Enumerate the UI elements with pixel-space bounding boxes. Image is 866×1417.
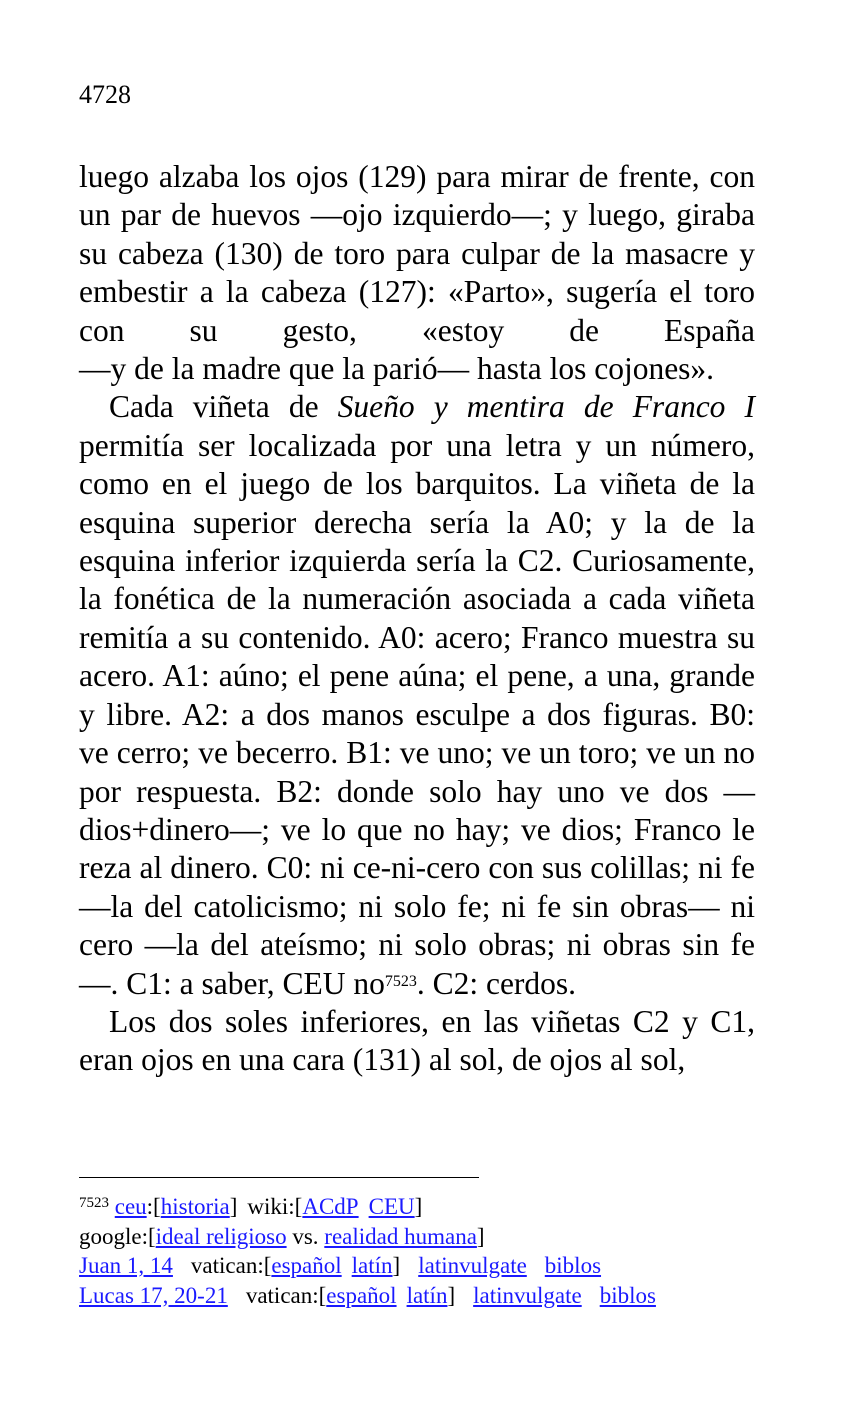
bracket-open: :[ [146,1194,161,1219]
paragraph-1-text: luego alzaba los ojos (129) para mirar de frente, con un par de huevos —ojo izquierdo—; y luego, giraba su cabeza (130) de toro para culpar de la masacre y embestir a la cabeza (127): «Parto», sugería el toro con su gesto, «estoy de España [79,159,755,348]
bracket-close: ] [229,1194,238,1219]
work-title: Sueño y mentira de Franco I [337,389,755,425]
footnotes [79,1192,779,1310]
google-prefix: google:[ [79,1223,156,1249]
paragraph-2-text: permitía ser localizada por una letra y un número, como en el juego de los barquitos. La viñeta de la esquina superior derecha sería la A0; y la de la esquina inferior izquierda sería la C2. Curiosamente, la fonética de la numeración asociada a cada viñeta remitía a su contenido. A0: acero; Franco muestra su acero. A1: aúno; el pene aúna; el pene, a una, grande y libre. A2: a dos manos esculpe a dos figuras. B0: ve cerro; ve becerro. B1: ve uno; ve un toro; ve un no por respuesta. B2: donde solo hay uno ve dos —dios+dinero—; ve lo que no hay; ve dios; Franco le reza al dinero. C0: ni ce-ni-cero con sus colillas; ni fe —la del catolicismo; ni solo fe; ni fe sin obras— ni cero —la del ateísmo; ni solo obras; ni obras sin fe—. C1: a saber, CEU no [79,427,755,1001]
link-espanol-lucas[interactable]: español [326,1282,397,1308]
link-espanol-juan[interactable]: español [271,1253,342,1278]
footnote-ref[interactable]: 7523 [384,972,417,990]
paragraph-2 [79,388,755,1003]
paragraph-1 [79,158,755,388]
footnote-line-2 [79,1222,779,1252]
google-close: ] [476,1223,485,1249]
page-number: 4728 [79,80,131,109]
body-text [79,158,755,1080]
link-realidad-humana[interactable]: realidad humana [324,1223,477,1249]
link-ideal-religioso[interactable]: ideal religioso [155,1223,287,1249]
paragraph-3-text: Los dos soles inferiores, en las viñetas C2 y C1, eran ojos en una cara (131) al sol, de ojos al sol, [79,1003,755,1078]
footnote-line-3 [79,1251,779,1281]
paragraph-1-tail: —y de la madre que la parió— hasta los cojones». [79,351,715,387]
link-biblos-juan[interactable]: biblos [544,1253,602,1278]
vs-text: vs. [286,1223,325,1249]
vatican-prefix: vatican:[ [190,1253,272,1278]
link-ceu-wiki[interactable]: CEU [368,1194,415,1219]
link-acdp[interactable]: ACdP [302,1194,359,1219]
paragraph-2-tail: . C2: cerdos. [416,965,577,1001]
footnote-line-4 [79,1281,779,1311]
paragraph-3 [79,1003,755,1080]
link-historia[interactable]: historia [160,1194,230,1219]
vatican-prefix: vatican:[ [245,1282,327,1308]
link-juan[interactable]: Juan 1, 14 [79,1253,173,1278]
vatican-close: ] [392,1253,401,1278]
vatican-close: ] [447,1282,456,1308]
link-lucas[interactable]: Lucas 17, 20-21 [79,1282,228,1308]
link-latin-lucas[interactable]: latín [406,1282,448,1308]
link-latinvulgate-lucas[interactable]: latinvulgate [473,1282,582,1308]
footnote-line-1 [79,1192,779,1222]
wiki-close: ] [414,1194,423,1219]
footnote-number: 7523 [79,1195,109,1211]
footnote-divider [79,1177,479,1178]
wiki-prefix: wiki:[ [247,1194,303,1219]
link-latinvulgate-juan[interactable]: latinvulgate [418,1253,527,1278]
paragraph-2-lead: Cada viñeta de [109,389,338,425]
link-ceu[interactable]: ceu [114,1194,147,1219]
link-latin-juan[interactable]: latín [351,1253,393,1278]
link-biblos-lucas[interactable]: biblos [599,1282,656,1308]
